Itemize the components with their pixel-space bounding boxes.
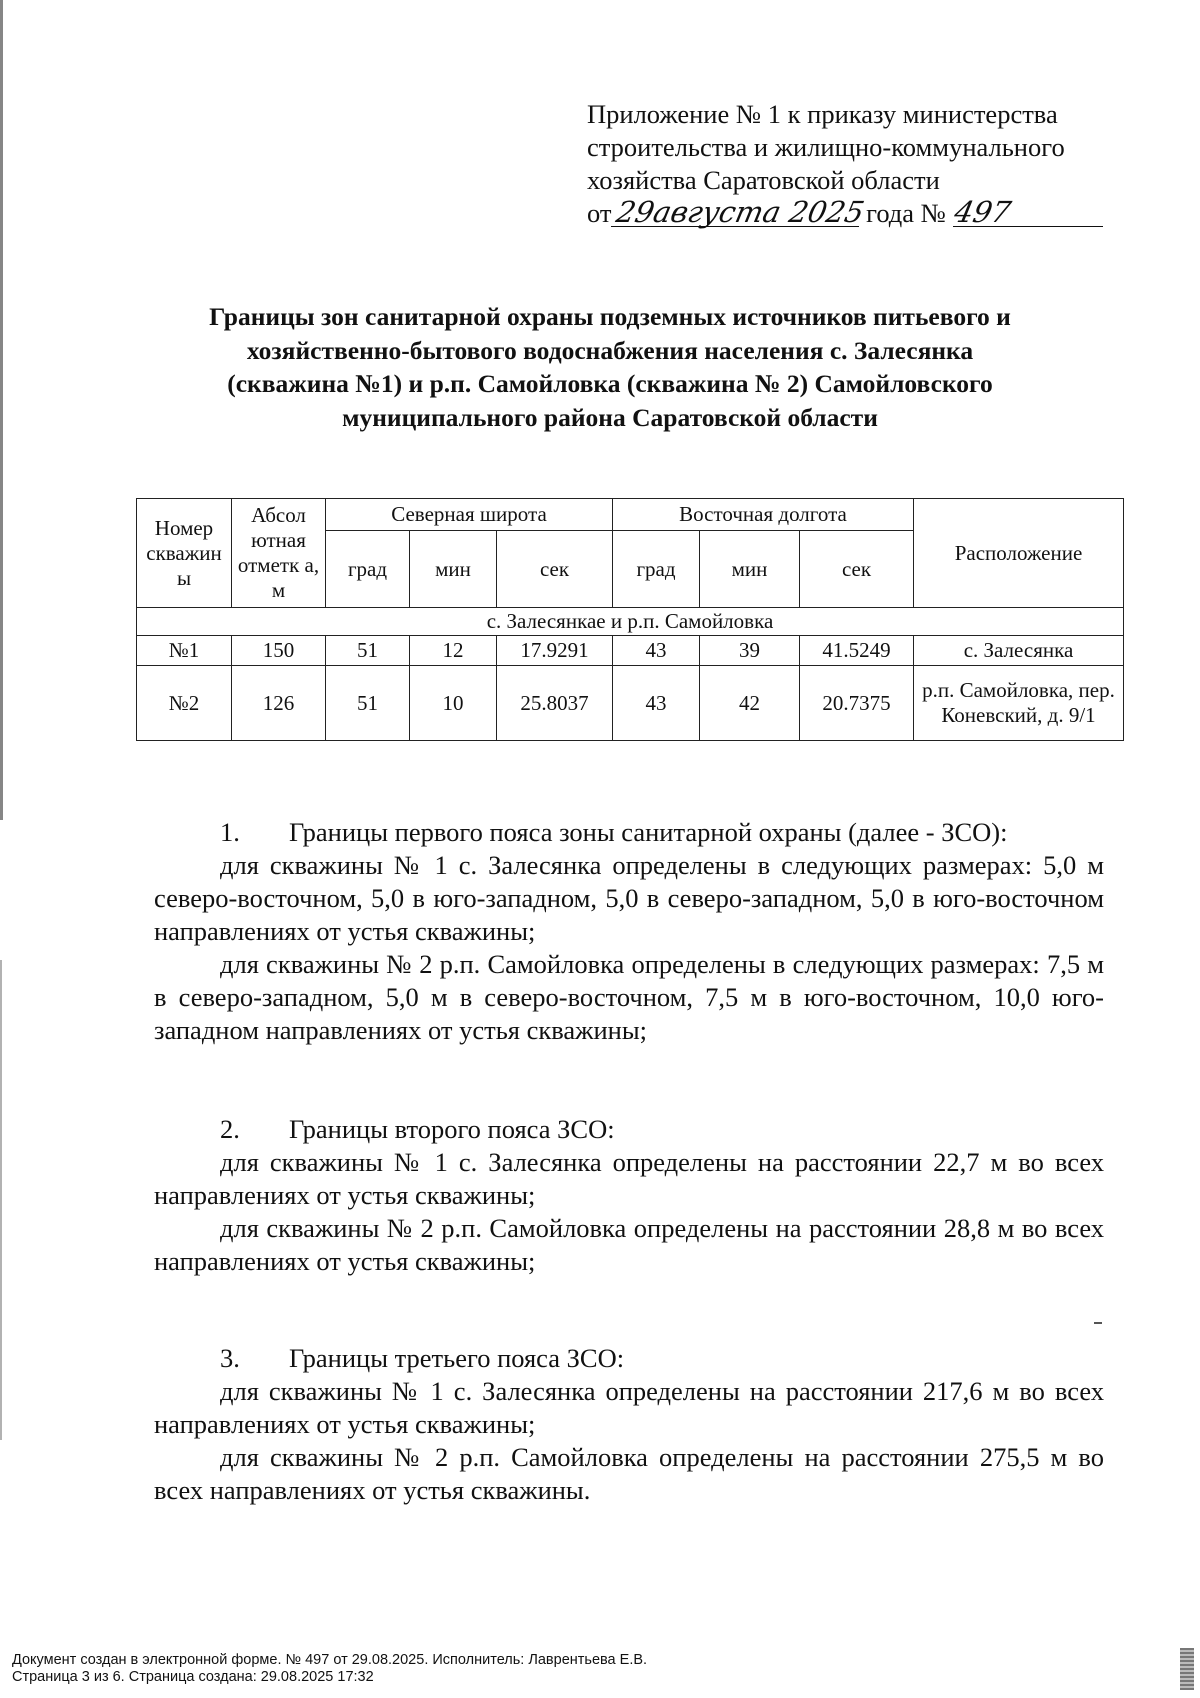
title-line-2: хозяйственно-бытового водоснабжения населения с. Залесянка (246, 335, 974, 365)
section-paragraph: для скважины № 1 с. Залесянка определены в следующих размерах: 5,0 м северо-восточном, 5,0 в юго-западном, 5,0 в северо-западном, 5,0 в юго-восточном направлениях от устья скважины; (154, 850, 1104, 946)
appendix-line-3: хозяйства Саратовской области (587, 165, 940, 195)
header-well-number: Номер скважин ы (137, 499, 232, 608)
handwritten-date: 29августа 2025 (613, 195, 868, 229)
cell-lat-min: 10 (410, 666, 497, 741)
document-footer (12, 1652, 647, 1686)
cell-lat-min: 12 (410, 636, 497, 666)
title-line-1: Границы зон санитарной охраны подземных источников питьевого и (209, 302, 1011, 331)
section-heading: Границы первого пояса зоны санитарной охраны (далее - ЗСО): (289, 817, 1008, 847)
cell-abs-mark: 150 (232, 636, 326, 666)
footer-line-2: Страница 3 из 6. Страница создана: 29.08.2025 17:32 (12, 1669, 374, 1685)
cell-abs-mark: 126 (232, 666, 326, 741)
section-number: 3. (220, 1343, 240, 1373)
section-number: 1. (220, 817, 240, 847)
section-heading: Границы третьего пояса ЗСО: (289, 1343, 625, 1373)
scan-edge-line (0, 0, 3, 820)
cell-lat-deg: 51 (326, 666, 410, 741)
section-paragraph: для скважины № 1 с. Залесянка определены на расстоянии 22,7 м во всех направлениях от устья скважины; (154, 1147, 1104, 1210)
cell-location: с. Залесянка (914, 636, 1124, 666)
cell-lat-sec: 17.9291 (497, 636, 613, 666)
cell-location: р.п. Самойловка, пер. Коневский, д. 9/1 (914, 666, 1124, 741)
section-paragraph: для скважины № 1 с. Залесянка определены на расстоянии 217,6 м во всех направлениях от устья скважины; (154, 1376, 1104, 1439)
header-lat-sec: сек (497, 531, 613, 608)
cell-lon-deg: 43 (613, 636, 700, 666)
section-paragraph: для скважины № 2 р.п. Самойловка определены на расстоянии 28,8 м во всех направлениях от устья скважины; (154, 1213, 1104, 1276)
title-line-3: (скважина №1) и р.п. Самойловка (скважина № 2) Самойловского (227, 369, 993, 398)
header-lon-min: мин (700, 531, 800, 608)
cell-lon-min: 39 (700, 636, 800, 666)
table-group-label: с. Залесянкае и р.п. Самойловка (137, 608, 1124, 636)
from-label: от (587, 198, 612, 228)
header-abs-mark: Абсол ютная отметк а, м (232, 499, 326, 608)
footer-line-1: Документ создан в электронной форме. № 497 от 29.08.2025. Исполнитель: Лаврентьева Е.В. (12, 1652, 648, 1668)
cell-lon-sec: 20.7375 (800, 666, 914, 741)
cell-lat-deg: 51 (326, 636, 410, 666)
document-title (140, 300, 1080, 434)
section-heading: Границы второго пояса ЗСО: (289, 1114, 615, 1144)
scan-mark (1094, 1322, 1102, 1324)
header-lat-deg: град (326, 531, 410, 608)
cell-number: №1 (137, 636, 232, 666)
section-1 (154, 816, 1104, 1047)
section-2 (154, 1113, 1104, 1278)
header-lon-sec: сек (800, 531, 914, 608)
header-location: Расположение (914, 499, 1124, 608)
scan-edge-line (0, 960, 2, 1440)
section-number: 2. (220, 1114, 240, 1144)
cell-lat-sec: 25.8037 (497, 666, 613, 741)
wells-coordinates-table (136, 498, 1124, 741)
scroll-marker-icon (1180, 1648, 1194, 1690)
cell-number: №2 (137, 666, 232, 741)
header-north-latitude: Северная широта (326, 499, 613, 531)
section-3 (154, 1342, 1104, 1507)
year-number-label: года № (866, 198, 946, 228)
section-paragraph: для скважины № 2 р.п. Самойловка определены в следующих размерах: 7,5 м в северо-западном, 5,0 м в северо-восточном, 7,5 м в юго-восточном, 10,0 юго-западном направлениях от устья скважины; (154, 949, 1104, 1045)
cell-lon-min: 42 (700, 666, 800, 741)
appendix-line-1: Приложение № 1 к приказу министерства (587, 99, 1058, 129)
header-lat-min: мин (410, 531, 497, 608)
table-row (137, 636, 1124, 666)
section-paragraph: для скважины № 2 р.п. Самойловка определены на расстоянии 275,5 м во всех направлениях от устья скважины. (154, 1442, 1104, 1505)
header-east-longitude: Восточная долгота (613, 499, 914, 531)
header-lon-deg: град (613, 531, 700, 608)
appendix-line-4 (587, 197, 1147, 230)
table-row (137, 666, 1124, 741)
title-line-4: муниципального района Саратовской области (342, 402, 878, 432)
cell-lon-sec: 41.5249 (800, 636, 914, 666)
handwritten-number: 497 (950, 195, 1014, 229)
appendix-header (587, 98, 1147, 230)
appendix-line-2: строительства и жилищно-коммунального (587, 132, 1065, 162)
cell-lon-deg: 43 (613, 666, 700, 741)
